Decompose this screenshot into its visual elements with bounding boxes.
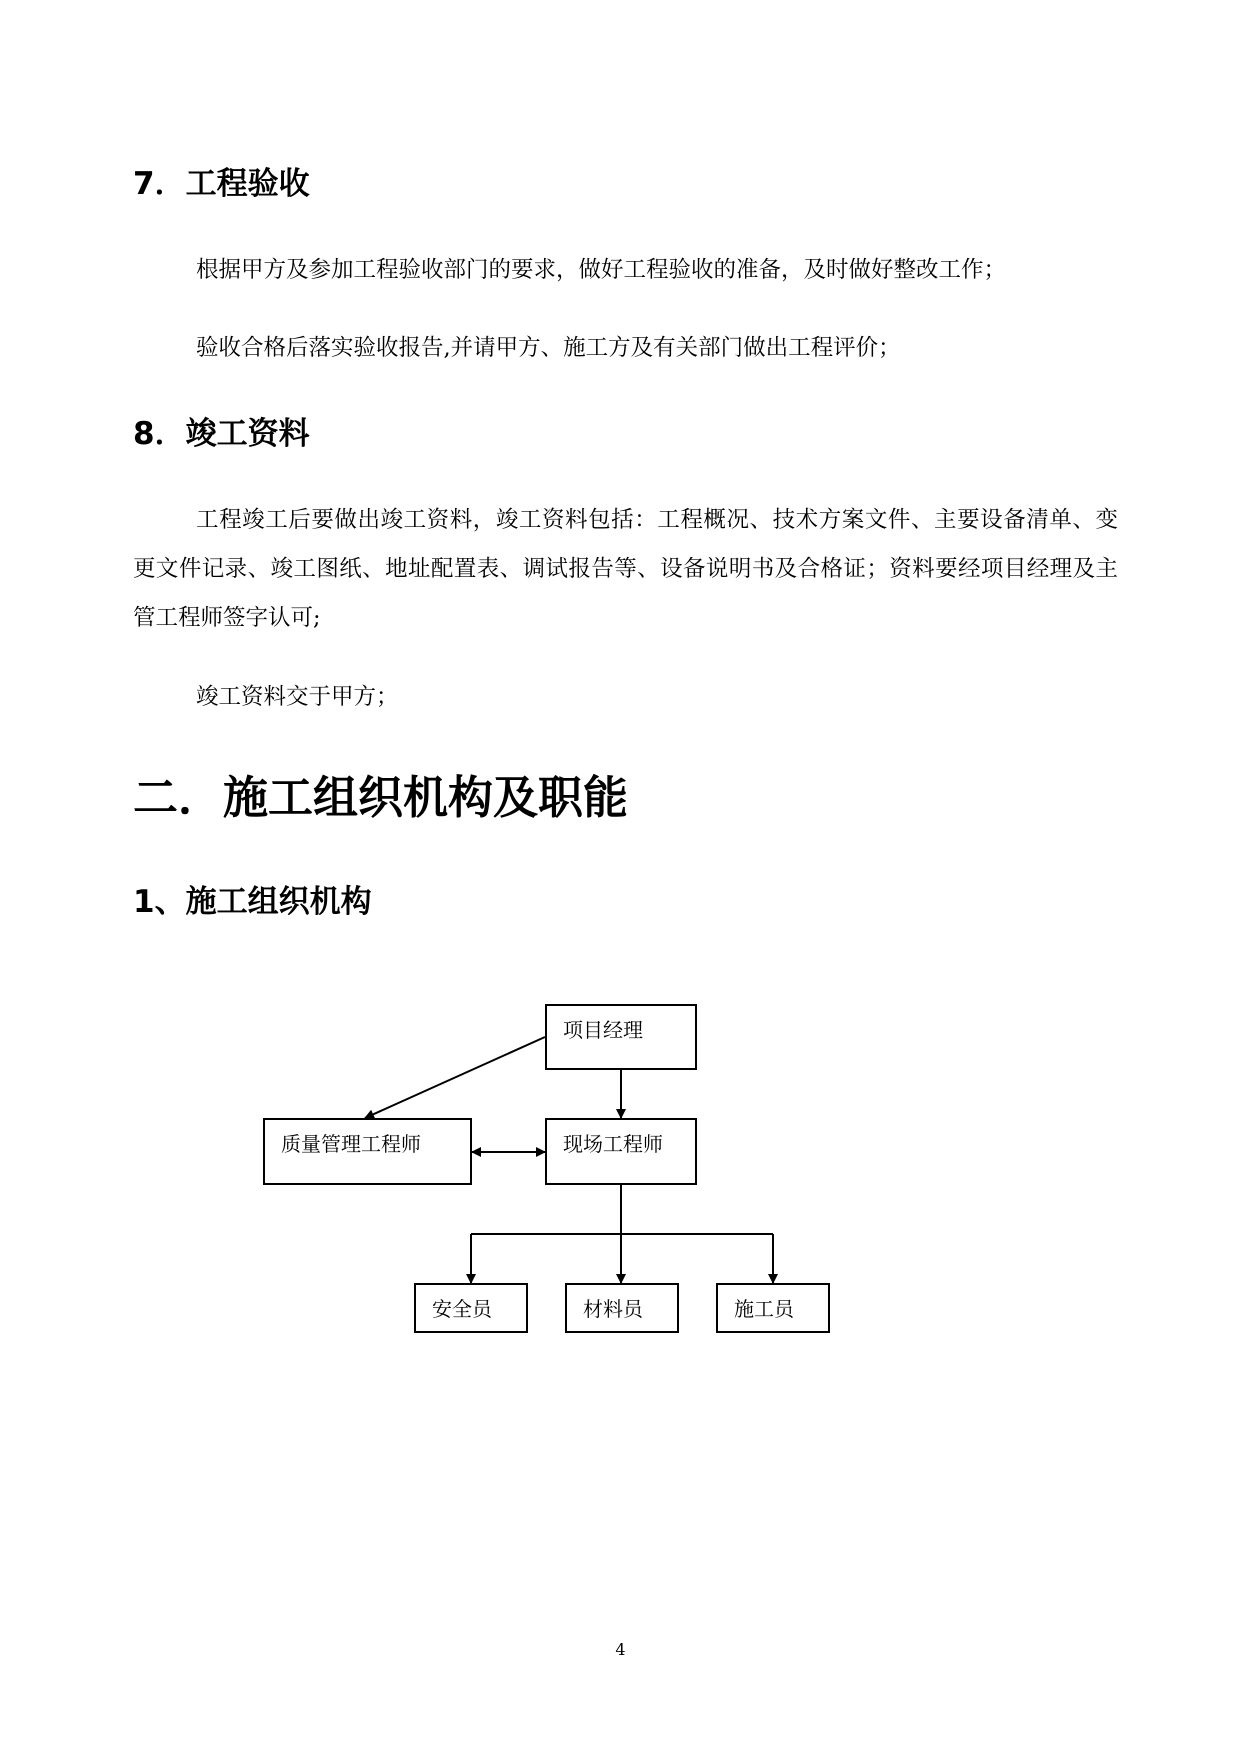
section-7-paragraph-2: 验收合格后落实验收报告,并请甲方、施工方及有关部门做出工程评价； [196,335,901,361]
org-node-site-engineer: 现场工程师 [545,1118,697,1185]
section-7-heading: 7．工程验收 [133,166,310,202]
org-node-quality-engineer: 质量管理工程师 [263,1118,472,1185]
section-7-paragraph-1: 根据甲方及参加工程验收部门的要求，做好工程验收的准备，及时做好整改工作； [196,257,1007,283]
section-8-paragraph-2: 竣工资料交于甲方； [196,684,399,710]
connector-pm-to-quality [365,1037,545,1118]
org-node-safety-officer: 安全员 [414,1283,528,1333]
section-8-heading: 8．竣工资料 [133,416,310,452]
page-number: 4 [615,1640,626,1659]
org-node-material-officer: 材料员 [565,1283,679,1333]
subsection-1-heading: 1、施工组织机构 [133,884,372,920]
org-node-construction-worker: 施工员 [716,1283,830,1333]
org-node-project-manager: 项目经理 [545,1004,697,1070]
chapter-2-heading: 二．施工组织机构及职能 [133,771,629,824]
section-8-paragraph-1: 工程竣工后要做出竣工资料，竣工资料包括：工程概况、技术方案文件、主要设备清单、变更文件记录、竣工图纸、地址配置表、调试报告等、设备说明书及合格证；资料要经项目经理及主管工程师签字认可; [133,507,1118,631]
